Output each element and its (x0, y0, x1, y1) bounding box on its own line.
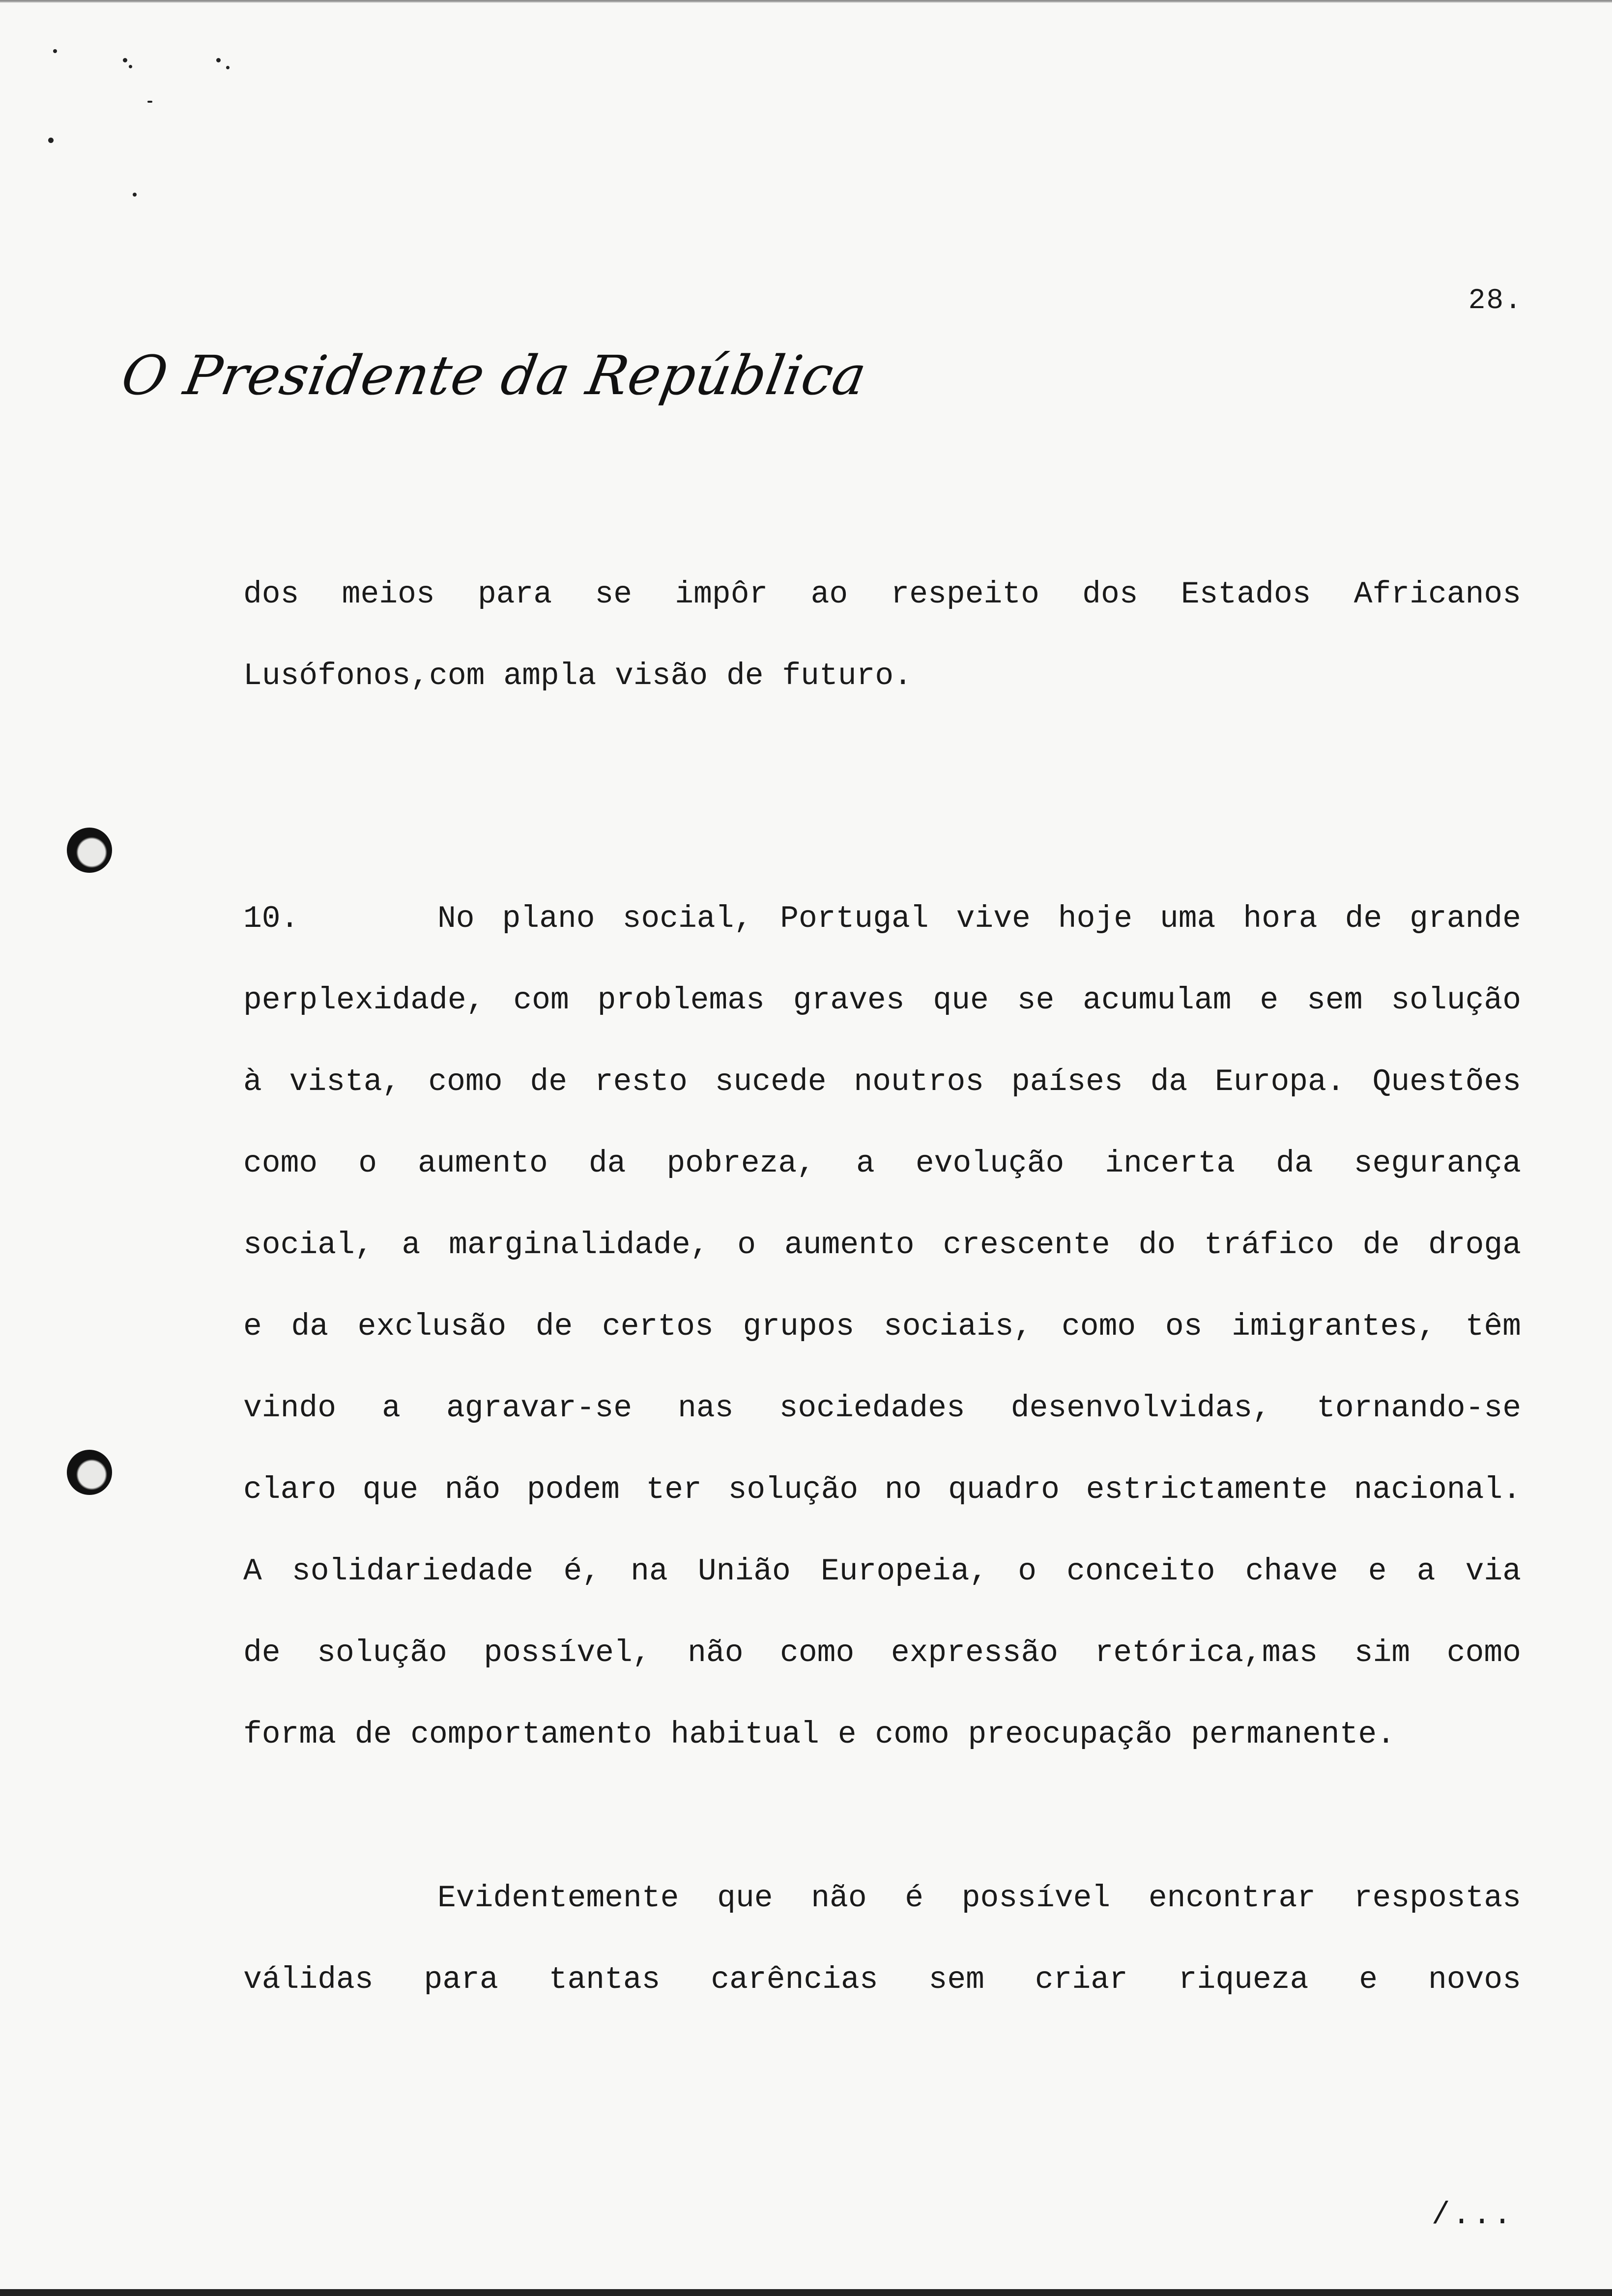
scan-speck (53, 49, 57, 53)
text-line: dos meios para se impôr ao respeito dos Estados Africanos (243, 577, 1521, 612)
scan-speck (48, 138, 54, 143)
scan-bottom-edge (0, 2289, 1612, 2296)
text-line: como o aumento da pobreza, a evolução incerta da segurança (243, 1146, 1521, 1181)
text-line: à vista, como de resto sucede noutros países da Europa. Questões (243, 1064, 1521, 1099)
paragraph-evidentemente (243, 1858, 1521, 2021)
continuation-mark: /... (1431, 2198, 1514, 2233)
paragraph-number: 10. (243, 901, 299, 936)
text-line: válidas para tantas carências sem criar riqueza e novos (243, 1962, 1521, 1997)
paragraph-continuation (243, 554, 1521, 717)
text-line: A solidariedade é, na União Europeia, o conceito chave e a via (243, 1554, 1521, 1589)
page-number: 28. (1468, 285, 1523, 317)
scan-top-edge (0, 0, 1612, 3)
scan-speck (133, 193, 137, 197)
text-line: Lusófonos,com ampla visão de futuro. (243, 659, 913, 693)
text-line: forma de comportamento habitual e como preocupação permanente. (243, 1717, 1395, 1752)
text-line: social, a marginalidade, o aumento crescente do tráfico de droga (243, 1228, 1521, 1263)
scan-speck (147, 101, 152, 103)
scan-speck (216, 58, 221, 62)
punch-hole-bottom (67, 1450, 112, 1495)
text-line: perplexidade, com problemas graves que se acumulam e sem solução (243, 983, 1521, 1018)
text-line: Evidentemente que não é possível encontrar respostas (437, 1881, 1521, 1916)
scan-speck (123, 58, 127, 62)
text-line: claro que não podem ter solução no quadro estrictamente nacional. (243, 1472, 1521, 1507)
text-line: e da exclusão de certos grupos sociais, como os imigrantes, têm (243, 1309, 1521, 1344)
scan-speck (129, 65, 132, 68)
text-line: No plano social, Portugal vive hoje uma hora de grande (437, 901, 1521, 936)
letterhead-title: O Presidente da República (117, 344, 871, 407)
text-line: vindo a agravar-se nas sociedades desenvolvidas, tornando-se (243, 1391, 1521, 1426)
text-line: de solução possível, não como expressão retórica,mas sim como (243, 1636, 1521, 1670)
paragraph-10 (243, 878, 1521, 1776)
scan-speck (226, 66, 230, 69)
punch-hole-top (67, 828, 112, 873)
